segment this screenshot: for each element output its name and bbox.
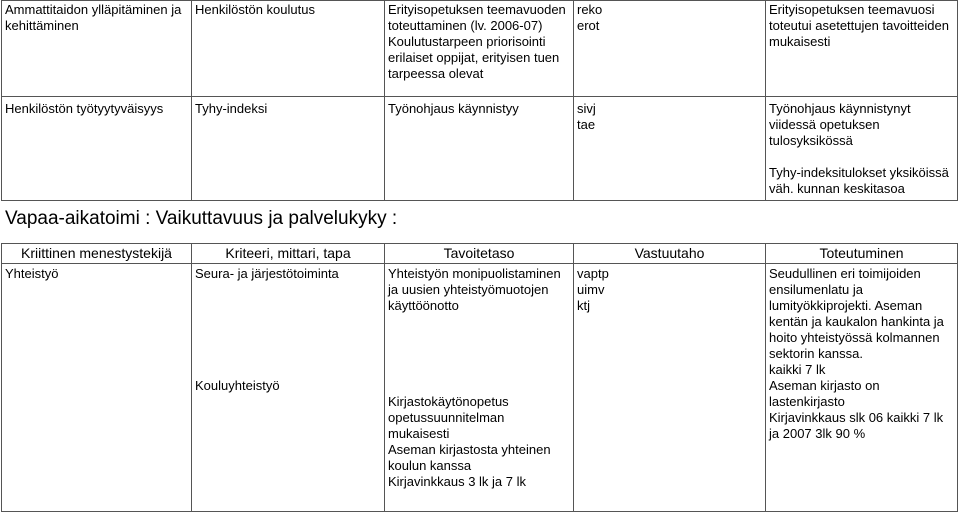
cell-target — [385, 1, 574, 97]
cell-text-line: Kirjavinkkaus slk 06 kaikki 7 lk — [769, 410, 944, 425]
cell-text-line: erilaiset oppijat, erityisen tuen — [388, 50, 560, 65]
cell-outcome — [766, 264, 958, 512]
goals-table-vapaa-aikatoimi — [1, 243, 958, 512]
cell-text-line: ja 2007 3lk 90 % — [769, 426, 866, 441]
cell-criterion — [192, 1, 385, 97]
cell-text-line: lastenkirjasto — [769, 394, 845, 409]
cell-text-line: Koulutustarpeen priorisointi — [388, 34, 546, 49]
line-gap — [195, 362, 382, 378]
cell-text-line: Työnohjaus käynnistynyt — [769, 101, 911, 116]
cell-text-line: ja uusien yhteistyömuotojen — [388, 282, 549, 297]
cell-text-line: kentän ja kaukalon hankinta ja — [769, 314, 944, 329]
line-gap — [769, 149, 955, 165]
cell-text-line: koulun kanssa — [388, 458, 472, 473]
cell-text-line: lumityökkiprojekti. Aseman — [769, 298, 923, 313]
line-gap — [195, 330, 382, 346]
cell-text-line: sektorin kanssa. — [769, 346, 863, 361]
cell-text-line: uimv — [577, 282, 605, 297]
cell-text-line: opetussuunnitelman — [388, 410, 505, 425]
line-gap — [195, 282, 382, 298]
table-row — [2, 264, 958, 512]
column-header: Kriteeri, mittari, tapa — [192, 244, 385, 264]
cell-text-line: Henkilöstön työtyytyväisyys — [5, 101, 164, 116]
cell-text-line: tae — [577, 117, 596, 132]
cell-text-line: Seudullinen eri toimijoiden — [769, 266, 921, 281]
cell-target — [385, 97, 574, 201]
line-gap — [388, 362, 571, 378]
cell-text-line: kehittäminen — [5, 18, 79, 33]
cell-text-line: Erityisopetuksen teemavuoden — [388, 2, 566, 17]
line-gap — [195, 298, 382, 314]
cell-text-line: kaikki 7 lk — [769, 362, 826, 377]
cell-criterion — [192, 264, 385, 512]
cell-text-line: Ammattitaidon ylläpitäminen ja — [5, 2, 182, 17]
cell-text-line: Kirjastokäytönopetus — [388, 394, 509, 409]
line-gap — [195, 314, 382, 330]
cell-text-line: käyttöönotto — [388, 298, 459, 313]
cell-responsible — [574, 1, 766, 97]
column-header: Toteutuminen — [766, 244, 958, 264]
cell-text-line: erot — [577, 18, 600, 33]
cell-text-line: ensilumenlatu ja — [769, 282, 863, 297]
cell-text-line: ktj — [577, 298, 590, 313]
cell-text-line: toteutui asetettujen tavoitteiden — [769, 18, 949, 33]
cell-criterion — [192, 97, 385, 201]
line-gap — [388, 330, 571, 346]
cell-text-line: sivj — [577, 101, 596, 116]
cell-text-line: Erityisopetuksen teemavuosi — [769, 2, 935, 17]
cell-text-line: viidessä opetuksen — [769, 117, 880, 132]
cell-factor — [2, 97, 192, 201]
cell-text-line: Kirjavinkkaus 3 lk ja 7 lk — [388, 474, 526, 489]
header-row — [2, 244, 958, 264]
cell-text-line: Aseman kirjastosta yhteinen — [388, 442, 551, 457]
cell-text-line: hoito yhteistyössä kolmannen — [769, 330, 940, 345]
cell-outcome — [766, 1, 958, 97]
cell-text-line: Henkilöstön koulutus — [195, 2, 315, 17]
line-gap — [388, 378, 571, 394]
cell-text-line: vaptp — [577, 266, 609, 281]
cell-text-line: Kouluyhteistyö — [195, 378, 280, 393]
cell-responsible — [574, 97, 766, 201]
cell-text-line: Seura- ja järjestötoiminta — [195, 266, 339, 281]
section-title: Vapaa-aikatoimi : Vaikuttavuus ja palvelukyky : — [5, 208, 398, 229]
column-header: Vastuutaho — [574, 244, 766, 264]
cell-text-line: tulosyksikössä — [769, 133, 853, 148]
cell-text-line: toteuttaminen (lv. 2006-07) — [388, 18, 543, 33]
line-gap — [388, 346, 571, 362]
cell-target — [385, 264, 574, 512]
table-row — [2, 1, 958, 97]
cell-factor — [2, 264, 192, 512]
cell-text-line: Tyhy-indeksitulokset yksiköissä — [769, 165, 949, 180]
cell-outcome — [766, 97, 958, 201]
cell-text-line: Aseman kirjasto on — [769, 378, 880, 393]
cell-factor — [2, 1, 192, 97]
cell-text-line: Yhteistyön monipuolistaminen — [388, 266, 561, 281]
cell-text-line: Työnohjaus käynnistyy — [388, 101, 519, 116]
table-row — [2, 97, 958, 201]
line-gap — [195, 346, 382, 362]
line-gap — [388, 314, 571, 330]
cell-text-line: Yhteistyö — [5, 266, 59, 281]
cell-text-line: reko — [577, 2, 603, 17]
cell-text-line: tarpeessa olevat — [388, 66, 484, 81]
column-header: Kriittinen menestystekijä — [2, 244, 192, 264]
cell-text-line: väh. kunnan keskitasoa — [769, 181, 905, 196]
cell-responsible — [574, 264, 766, 512]
cell-text-line: mukaisesti — [769, 34, 831, 49]
goals-table-top — [1, 0, 958, 201]
cell-text-line: mukaisesti — [388, 426, 450, 441]
cell-text-line: Tyhy-indeksi — [195, 101, 268, 116]
column-header: Tavoitetaso — [385, 244, 574, 264]
